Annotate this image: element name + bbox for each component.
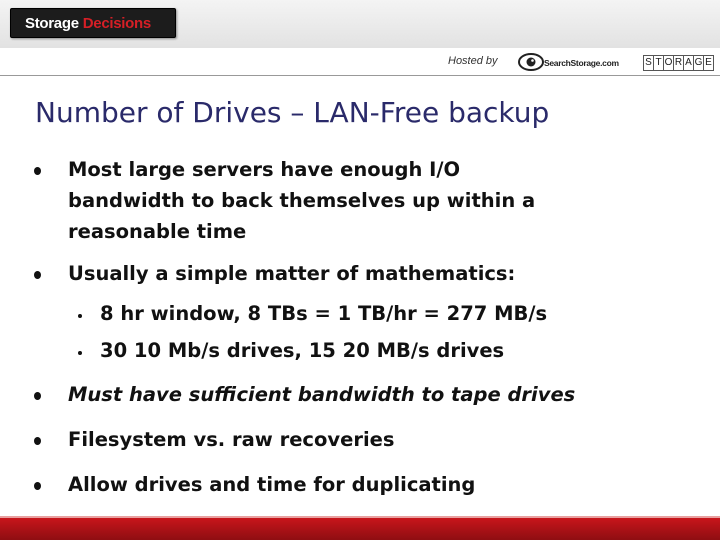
storage-logo-letter: A	[684, 55, 694, 71]
footer-band	[0, 518, 720, 540]
sub-bullet-dot	[78, 314, 82, 318]
logo-word-decisions: Decisions	[82, 14, 151, 32]
searchstorage-logo: SearchStorage.com	[544, 58, 619, 68]
bullet-text: reasonable time	[68, 220, 247, 243]
bullet-text: Most large servers have enough I/O	[68, 158, 461, 181]
bullet-text: bandwidth to back themselves up within a	[68, 189, 536, 212]
bullet-text: Must have sufficient bandwidth to tape drives	[68, 383, 576, 406]
bullet-dot	[34, 271, 41, 279]
storage-logo-letter: E	[704, 55, 714, 71]
eye-icon	[518, 52, 544, 72]
bullet-dot	[34, 437, 41, 445]
bullet-dot	[34, 392, 41, 400]
storage-logo-letter: S	[643, 55, 654, 71]
bullet-dot	[34, 482, 41, 490]
logo-word-storage: Storage	[25, 14, 79, 32]
storage-decisions-logo	[10, 8, 176, 38]
sub-bullet-text: 30 10 Mb/s drives, 15 20 MB/s drives	[100, 339, 505, 362]
header-band	[0, 0, 720, 48]
sub-bullet-dot	[78, 351, 82, 355]
sub-bullet-text: 8 hr window, 8 TBs = 1 TB/hr = 277 MB/s	[100, 302, 548, 325]
slide-title: Number of Drives – LAN-Free backup	[35, 96, 550, 129]
header-divider	[0, 75, 720, 76]
storage-logo-letter: T	[654, 55, 664, 71]
hosted-by-label: Hosted by	[448, 55, 498, 67]
bullet-dot	[34, 167, 41, 175]
storage-logo-letter: R	[674, 55, 684, 71]
bullet-text: Usually a simple matter of mathematics:	[68, 262, 516, 285]
bullet-text: Allow drives and time for duplicating	[68, 473, 476, 496]
storage-magazine-logo	[643, 55, 714, 71]
bullet-text: Filesystem vs. raw recoveries	[68, 428, 395, 451]
storage-logo-letter: O	[664, 55, 674, 71]
storage-logo-letter: G	[694, 55, 704, 71]
